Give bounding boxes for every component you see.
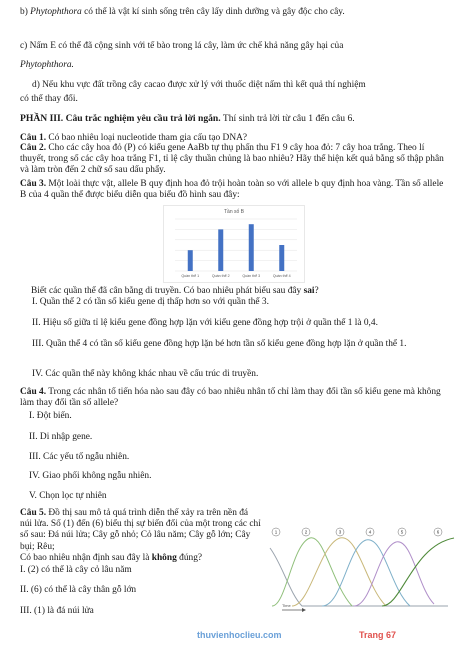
chart-bar [188, 250, 193, 271]
curve-label: 2 [304, 529, 308, 535]
claim-i: I. (2) có thể là cây cỏ lâu năm [20, 565, 132, 575]
curve-label: 5 [400, 529, 404, 535]
chart-x-tick-label: Quần thể 3 [242, 274, 261, 278]
chart-x-tick-label: Quần thể 1 [181, 274, 200, 278]
question-3: Câu 3. Một loài thực vật, allele B quy định hoa đỏ trội hoàn toàn so với allele b quy định hoa vàng. Tần số allele B của 4 quần thể được biểu diễn qua biểu đồ hình sau đây: [20, 179, 444, 201]
question-2: Câu 2. Cho các cây hoa đỏ (P) có kiểu gene AaBb tự thụ phấn thu F1 9 cây hoa đỏ: 7 cây hoa trắng. Theo lí thuyết, trong số các cây hoa trắng F1, tỉ lệ cây thuần chủng là bao nhiêu? Hãy thể hiện kết quả bằng số thập phân và làm tròn đến 2 chữ số sau dấu phẩy. [20, 143, 444, 176]
curve-labels [272, 528, 442, 536]
question-5: Câu 5. Đồ thị sau mô tả quá trình diễn thế xảy ra trên nền đá núi lửa. Số (1) đến (6) biểu thị sự biến đổi của một trong các chỉ số sau: Đá núi lửa; Cây gỗ nhỏ; Cỏ lâu năm; Cây gỗ lớn; Cây bụi; Rêu; [20, 508, 261, 552]
chart-bar [249, 224, 254, 271]
time-label: Time [282, 603, 291, 608]
chart-x-tick-label: Quần thể 4 [272, 274, 291, 278]
curve-3 [292, 538, 386, 606]
curve-label: 3 [338, 529, 342, 535]
footer-site[interactable]: thuvienhoclieu.com [197, 630, 282, 640]
claim-ii: II. (6) có thể là cây thân gỗ lớn [20, 585, 137, 595]
statement-d-cont: có thể thay đổi. [20, 94, 78, 104]
factor-ii: II. Di nhập gene. [29, 432, 93, 442]
chart-title: Tần số B [223, 209, 245, 215]
statement-i: I. Quần thể 2 có tần số kiểu gene dị thấp hơn so với quần thể 3. [32, 297, 269, 307]
question-4: Câu 4. Trong các nhân tố tiến hóa nào sau đây có bao nhiêu nhân tố chỉ làm thay đổi tần số kiểu gene mà không làm thay đổi tần số allele? [20, 387, 441, 409]
curve-label: 4 [368, 529, 372, 535]
chart-bar [218, 229, 223, 271]
succession-figure [262, 524, 458, 616]
question-5-ask: Có bao nhiêu nhận định sau đây là không đúng? [20, 553, 203, 563]
curve-label: 6 [436, 529, 440, 535]
statement-d: d) Nếu khu vực đất trồng cây cacao được xử lý với thuốc diệt nấm thì kết quả thí nghiệm [32, 80, 366, 90]
allele-frequency-chart [163, 205, 305, 283]
factor-v: V. Chọn lọc tự nhiên [29, 491, 107, 501]
curve-5 [354, 542, 434, 606]
footer-page-number: Trang 67 [359, 630, 397, 640]
statement-iii: III. Quần thể 4 có tần số kiểu gene đồng hợp lặn bé hơn tần số kiểu gene đồng hợp lặn ở quần thể 1. [32, 339, 407, 349]
factor-i: I. Đột biến. [29, 411, 72, 421]
curve-label: 1 [274, 529, 278, 535]
curve-2 [272, 538, 352, 606]
question-3-ask: Biết các quần thể đã cân bằng di truyền. Có bao nhiêu phát biểu sau đây sai? [31, 286, 319, 296]
part-heading: PHẦN III. Câu trắc nghiệm yêu cầu trả lời ngắn. Thí sinh trả lời từ câu 1 đến câu 6. [20, 113, 355, 124]
statement-c: c) Nấm E có thể đã cộng sinh với tế bào trong lá cây, làm ức chế khả năng gây hại của [20, 41, 344, 51]
question-1: Câu 1. Có bao nhiêu loại nucleotide tham gia cấu tạo DNA? [20, 133, 248, 143]
statement-ii: II. Hiệu số giữa tỉ lệ kiểu gene đồng hợp lặn với kiểu gene đồng hợp trội ở quần thể 1 là 0,4. [32, 318, 378, 328]
factor-iii: III. Các yếu tố ngẫu nhiên. [29, 452, 130, 462]
statement-iv: IV. Các quần thể này không khác nhau về cấu trúc di truyền. [32, 369, 259, 379]
time-arrowhead [302, 608, 306, 612]
factor-iv: IV. Giao phối không ngẫu nhiên. [29, 471, 152, 481]
chart-bar [279, 245, 284, 271]
statement-b: b) Phytophthora có thể là vật kí sinh sống trên cây lấy dinh dưỡng và gây độc cho cây. [20, 7, 345, 17]
claim-iii: III. (1) là đá núi lửa [20, 606, 94, 616]
chart-x-tick-label: Quần thể 2 [211, 274, 230, 278]
statement-c-cont: Phytophthora. [20, 60, 74, 70]
